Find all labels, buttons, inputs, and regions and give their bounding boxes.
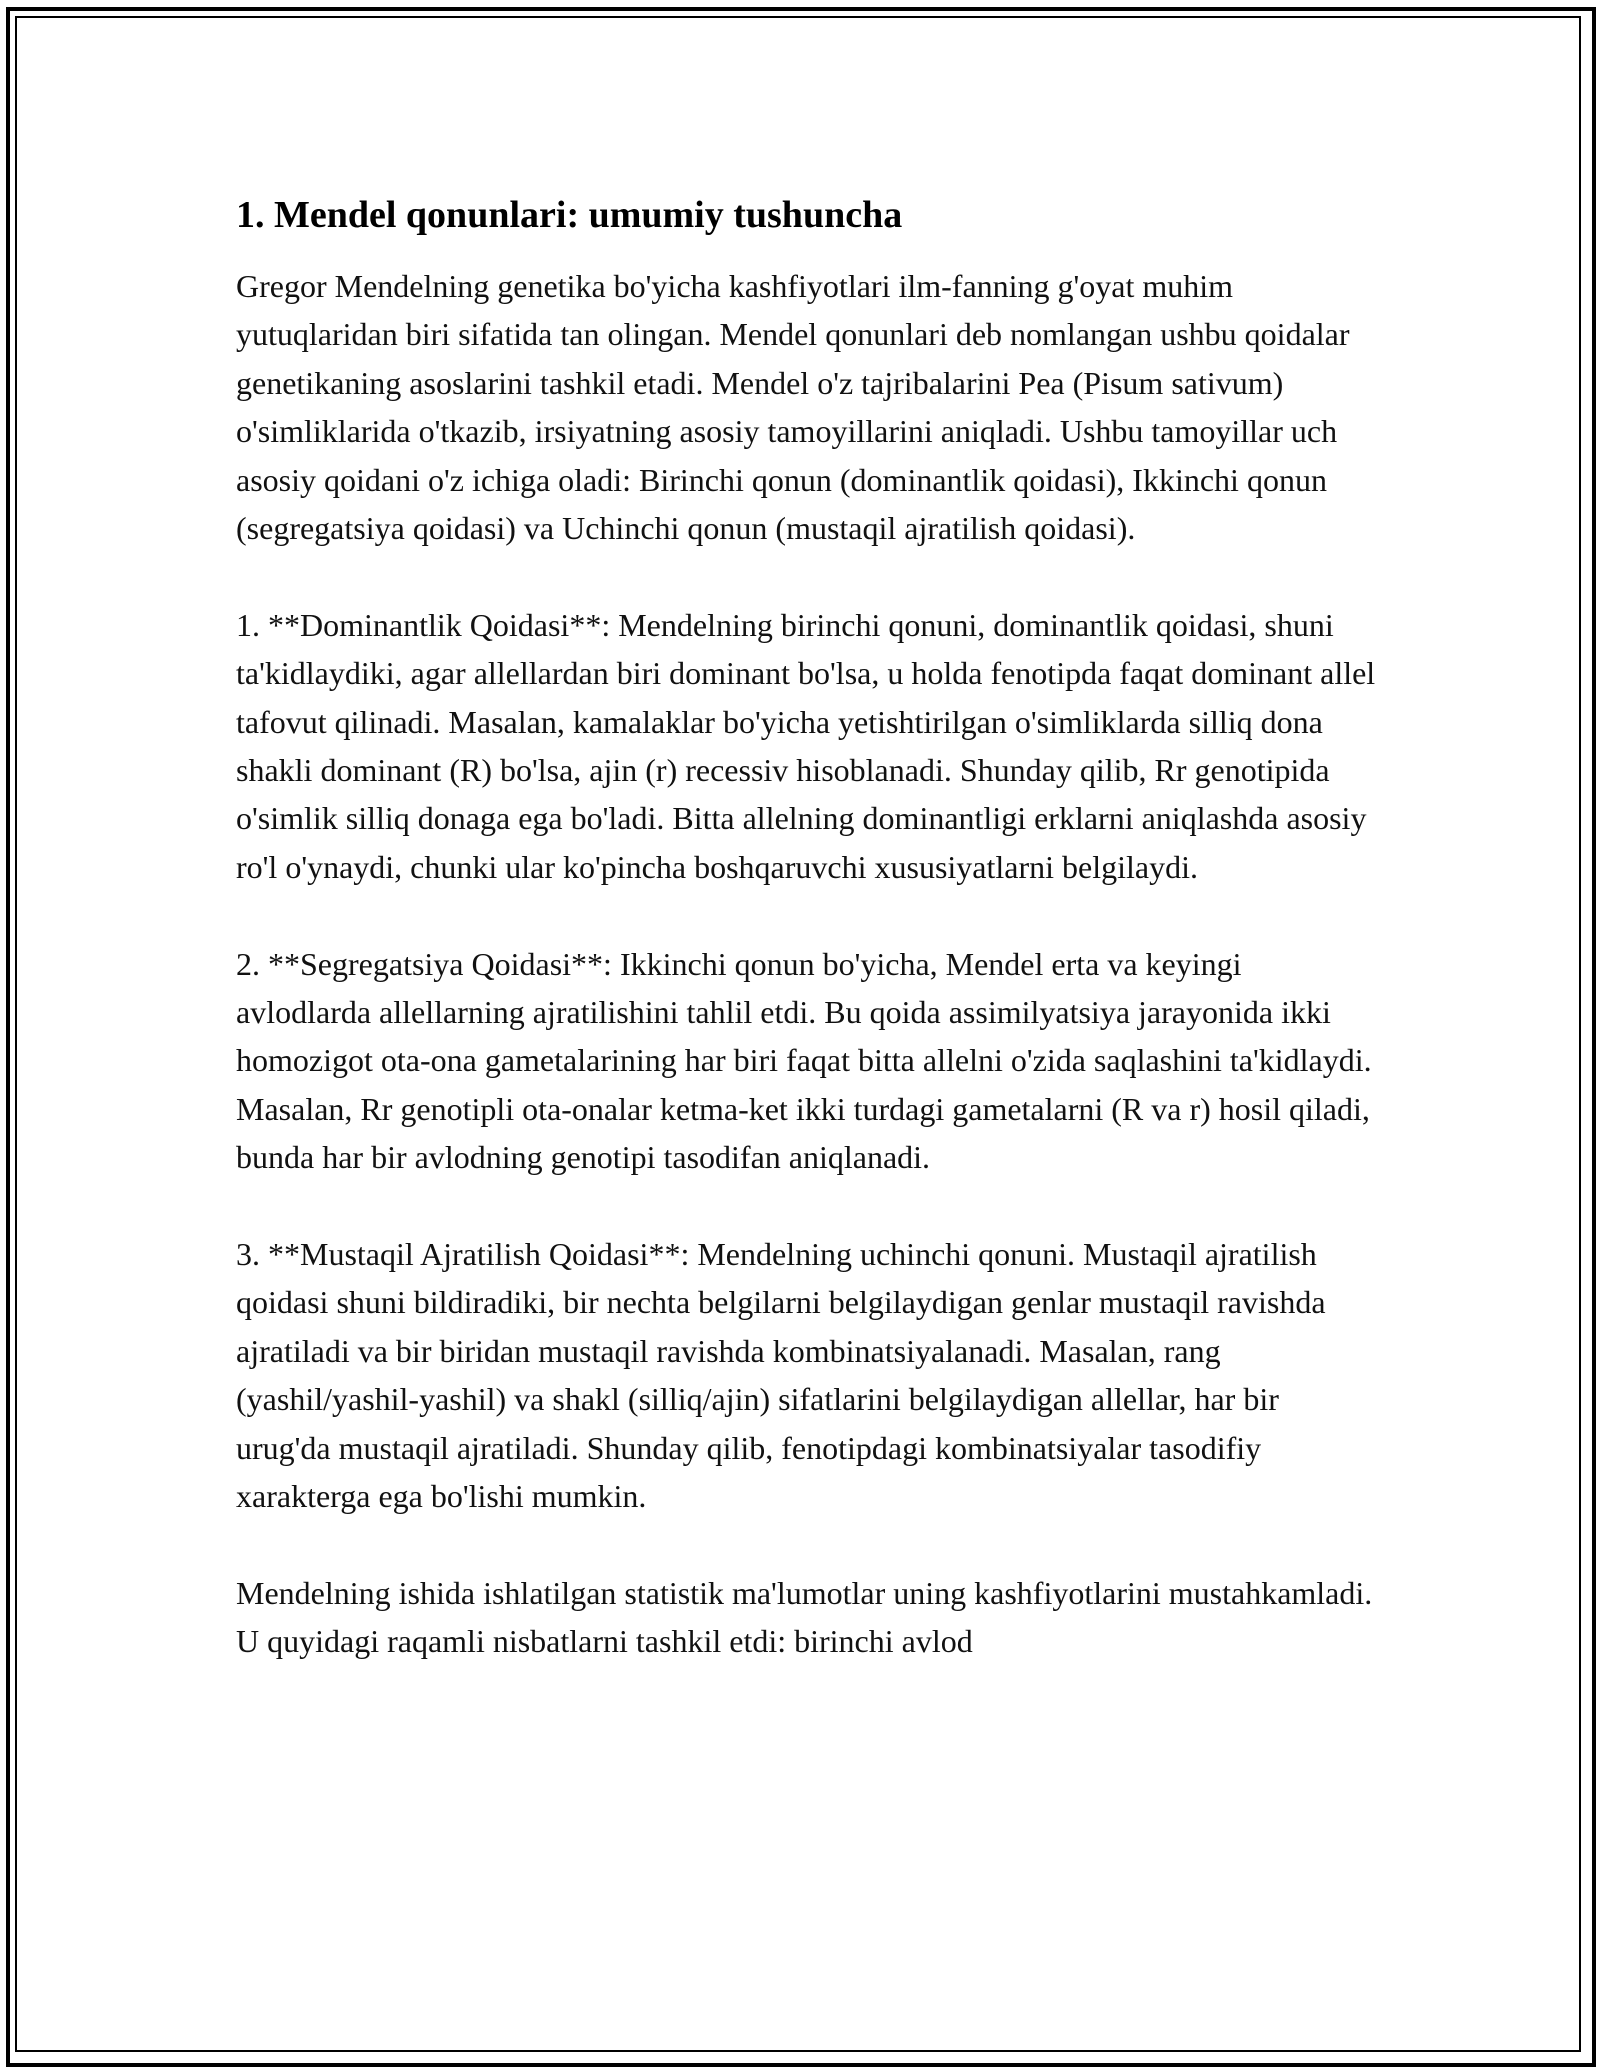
paragraph-independent-assortment-rule: 3. **Mustaqil Ajratilish Qoidasi**: Mendelning uchinchi qonuni. Mustaqil ajratilish qoidasi shuni bildiradiki, bir nechta belgilarni belgilaydigan genlar mustaqil ravishda ajratiladi va bir biridan mustaqil ravishda kombinatsiyalanadi. Masalan, rang (yashil/yashil-yashil) va shakl (silliq/ajin) sifatlarini belgilaydigan allellar, har bir urug'da mustaqil ajratiladi. Shunday qilib, fenotipdagi kombinatsiyalar tasodifiy xarakterga ega bo'lishi mumkin. <box>236 1236 1326 1515</box>
document-body <box>236 188 1376 1714</box>
paragraph-statistics: Mendelning ishida ishlatilgan statistik ma'lumotlar uning kashfiyotlarini mustahkamladi. U quyidagi raqamli nisbatlarni tashkil etdi: birinchi avlod <box>236 1574 1373 1660</box>
section-heading: 1. Mendel qonunlari: umumiy tushuncha <box>236 194 903 236</box>
paragraph-segregation-rule: 2. **Segregatsiya Qoidasi**: Ikkinchi qonun bo'yicha, Mendel erta va keyingi avlodlarda allellarning ajratilishini tahlil etdi. Bu qoida assimilyatsiya jarayonida ikki homozigot ota-ona gametalarining har biri faqat bitta allelni o'zida saqlashini ta'kidlaydi. Masalan, Rr genotipli ota-onalar ketma-ket ikki turdagi gametalarni (R va r) hosil qiladi, bunda har bir avlodning genotipi tasodifan aniqlanadi. <box>236 945 1372 1176</box>
paragraph-intro: Gregor Mendelning genetika bo'yicha kashfiyotlari ilm-fanning g'oyat muhim yutuqlaridan biri sifatida tan olingan. Mendel qonunlari deb nomlangan ushbu qoidalar genetikaning asoslarini tashkil etadi. Mendel o'z tajribalarini Pea (Pisum sativum) o'simliklarida o'tkazib, irsiyatning asosiy tamoyillarini aniqladi. Ushbu tamoyillar uch asosiy qoidani o'z ichiga oladi: Birinchi qonun (dominantlik qoidasi), Ikkinchi qonun (segregatsiya qoidasi) va Uchinchi qonun (mustaqil ajratilish qoidasi). <box>236 268 1350 547</box>
paragraph-dominance-rule: 1. **Dominantlik Qoidasi**: Mendelning birinchi qonuni, dominantlik qoidasi, shuni ta'kidlaydiki, agar allellardan biri dominant bo'lsa, u holda fenotipda faqat dominant allel tafovut qilinadi. Masalan, kamalaklar bo'yicha yetishtirilgan o'simliklarda silliq dona shakli dominant (R) bo'lsa, ajin (r) recessiv hisoblanadi. Shunday qilib, Rr genotipida o'simlik silliq donaga ega bo'ladi. Bitta allelning dominantligi erklarni aniqlashda asosiy ro'l o'ynaydi, chunki ular ko'pincha boshqaruvchi xususiyatlarni belgilaydi. <box>236 606 1376 885</box>
